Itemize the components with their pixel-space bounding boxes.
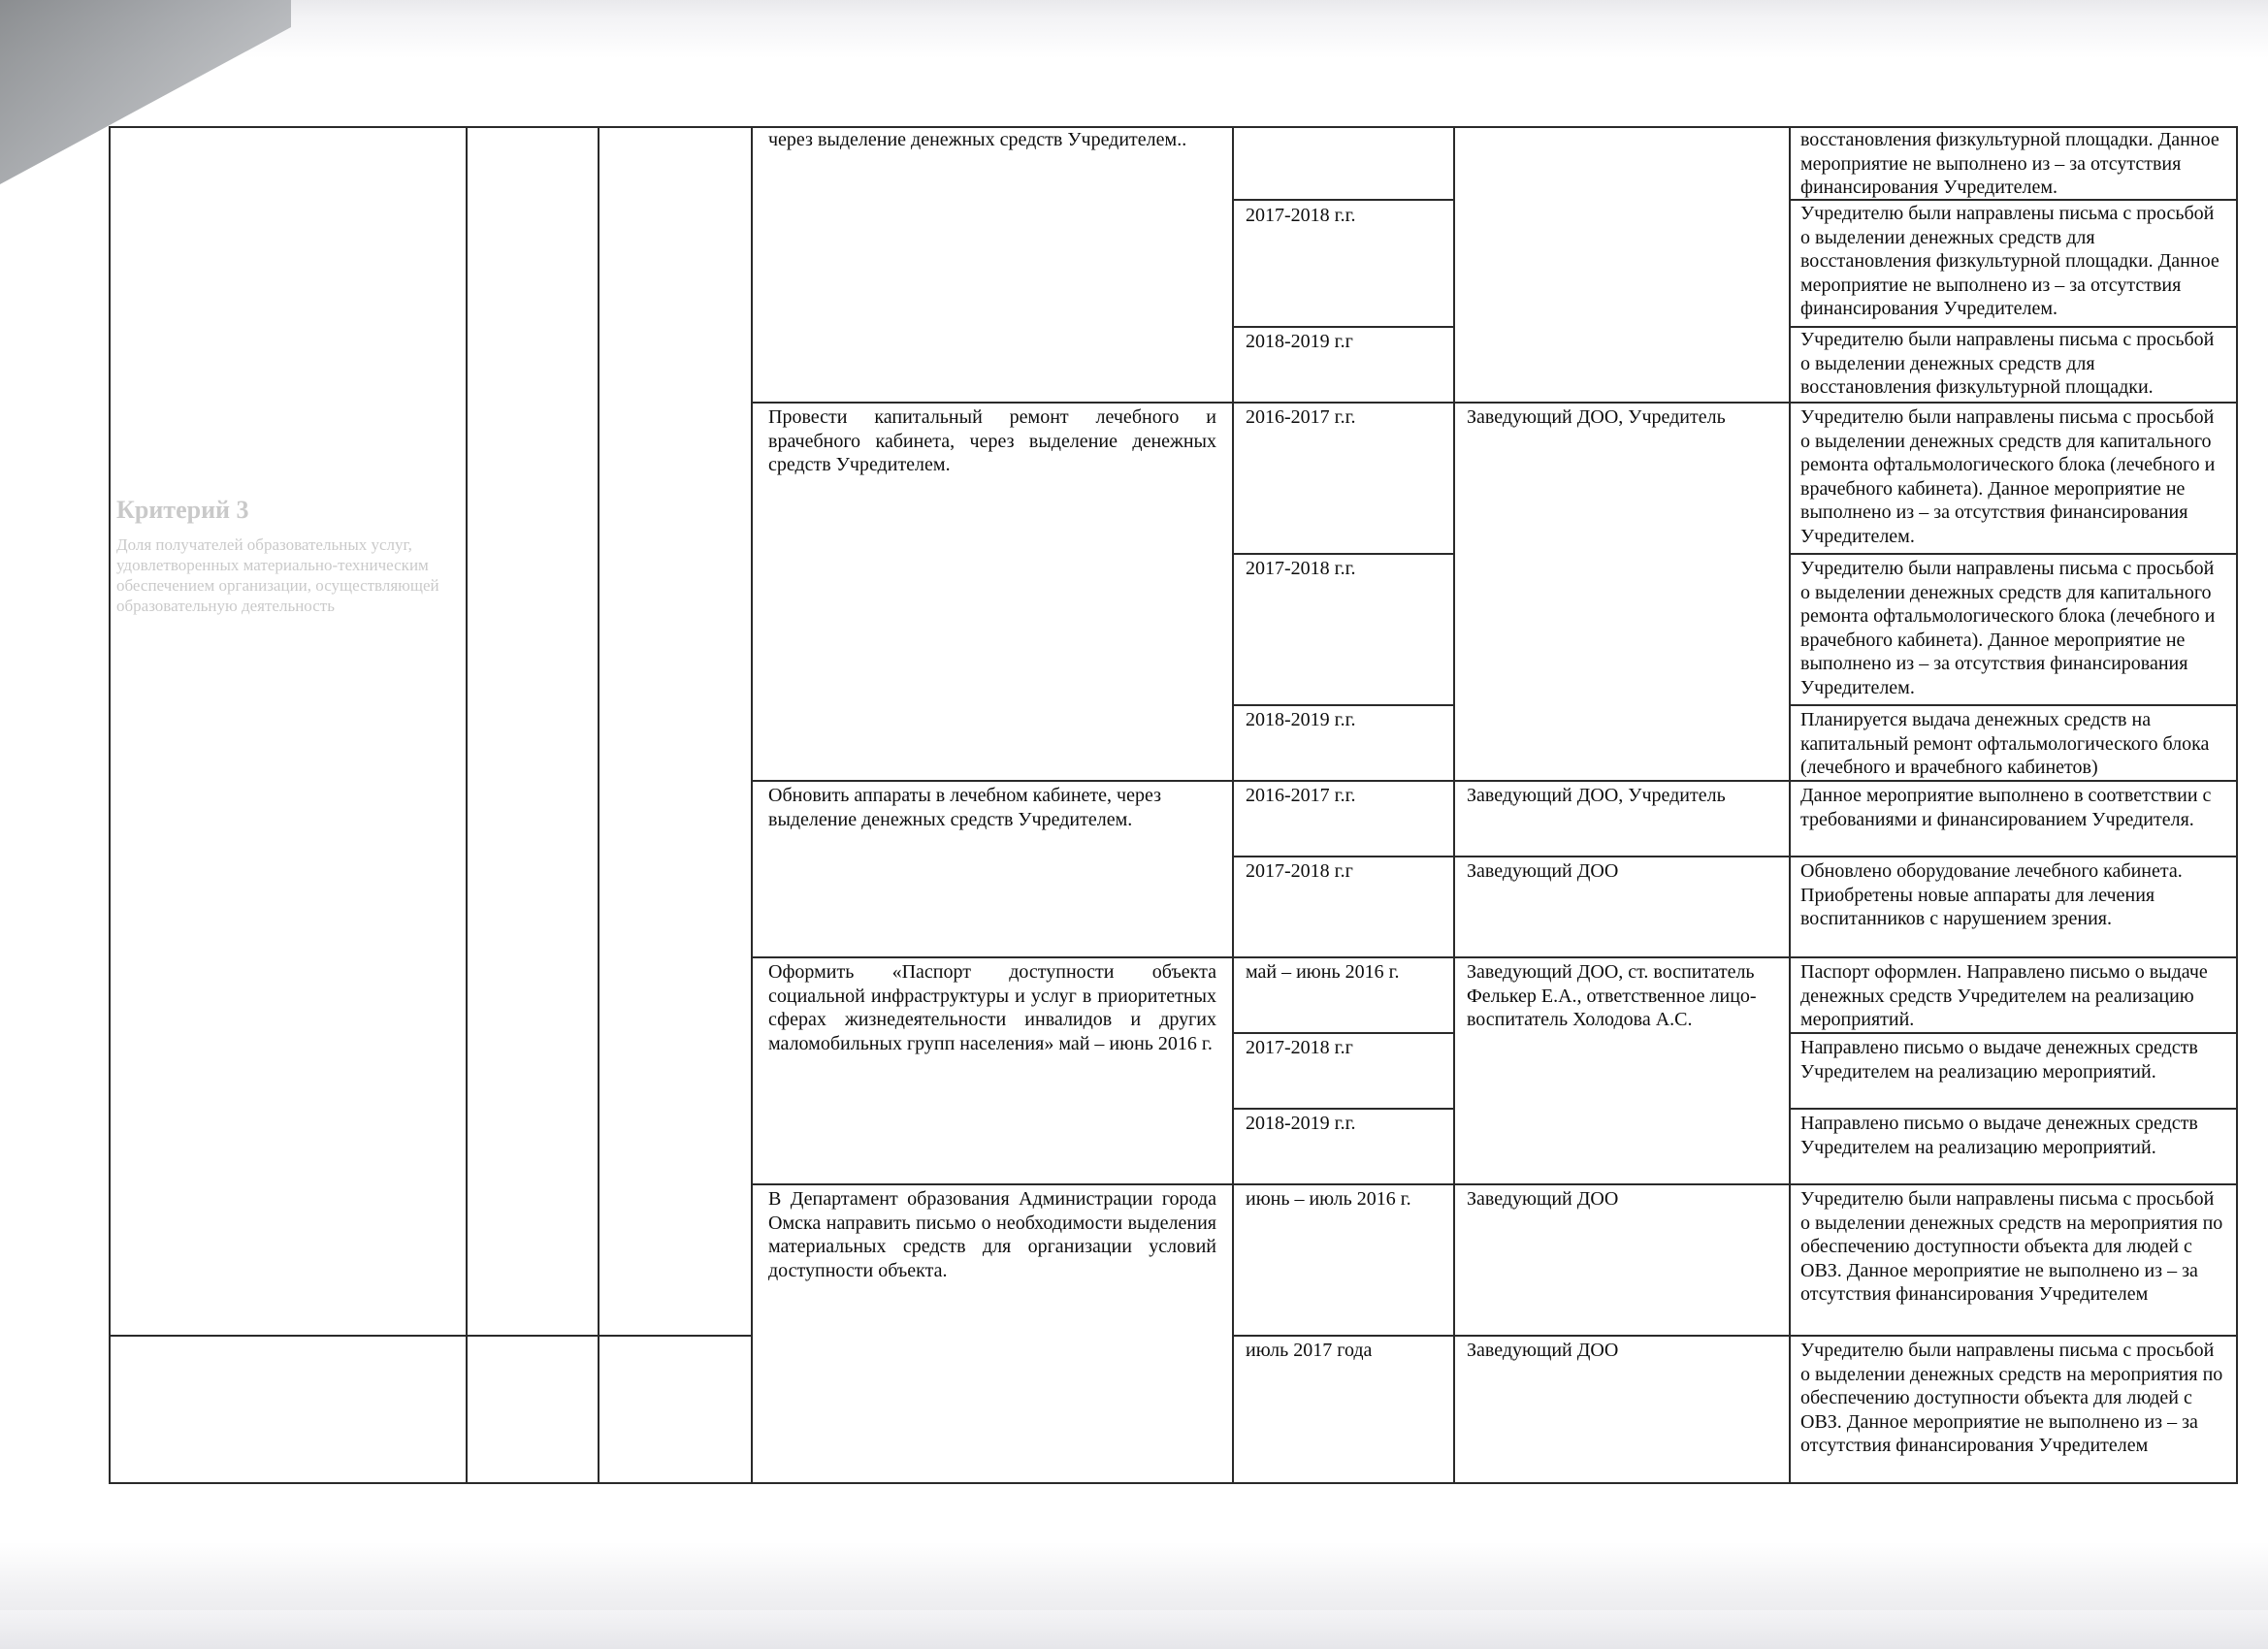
- table-cell-responsible: Заведующий ДОО, Учредитель: [1467, 406, 1726, 428]
- table-cell-period: май – июнь 2016 г.: [1246, 961, 1400, 983]
- table-cell-result: Учредителю были направлены письма с просьбой о выделении денежных средств для восстановления физкультурной площадки. Данное мероприятие не выполнено из – за отсутствия финансирования Учредителем.: [1800, 203, 2219, 319]
- bleed-body: Доля получателей образовательных услуг, удовлетворенных материально-техническим обеспечением организации, осуществляющей образовательную деятельность: [116, 534, 439, 616]
- table-cell-period: 2017-2018 г.г.: [1246, 558, 1356, 579]
- scan-bottom-strip: [0, 1610, 2268, 1649]
- table-cell-period: 2016-2017 г.г.: [1246, 785, 1356, 806]
- table-cell-result: Направлено письмо о выдаче денежных средств Учредителем на реализацию мероприятий.: [1800, 1113, 2198, 1158]
- table-cell-task: Провести капитальный ремонт лечебного и врачебного кабинета, через выделение денежных средств Учредителем.: [768, 406, 1216, 475]
- table-cell-period: 2018-2019 г.г.: [1246, 709, 1356, 730]
- grid-line: [1789, 553, 2237, 555]
- grid-line: [1789, 704, 2237, 706]
- document-table: [109, 126, 2237, 1484]
- table-cell-responsible: Заведующий ДОО, Учредитель: [1467, 785, 1726, 806]
- grid-line: [109, 1335, 751, 1337]
- grid-line: [109, 126, 111, 1484]
- grid-line: [1453, 126, 1455, 1484]
- grid-line: [1232, 1108, 1453, 1110]
- table-cell-result: Обновлено оборудование лечебного кабинета. Приобретены новые аппараты для лечения воспитанников с нарушением зрения.: [1800, 860, 2183, 929]
- table-cell-responsible: Заведующий ДОО: [1467, 860, 1619, 882]
- table-cell-task: через выделение денежных средств Учредителем..: [768, 129, 1187, 150]
- table-cell-responsible: Заведующий ДОО, ст. воспитатель Фелькер Е.А., ответственное лицо- воспитатель Холодова А.С.: [1467, 961, 1757, 1030]
- table-cell-task: Обновить аппараты в лечебном кабинете, через выделение денежных средств Учредителем.: [768, 785, 1161, 830]
- table-cell-period: 2018-2019 г.г: [1246, 331, 1353, 352]
- table-cell-result: Учредителю были направлены письма с просьбой о выделении денежных средств для капитального ремонта офтальмологического блока (лечебного и врачебного кабинета). Данное мероприятие не выполнено из – за отсутствия финансирования Учредителем.: [1800, 406, 2216, 547]
- grid-line: [1789, 1032, 2237, 1034]
- grid-line: [1232, 856, 2237, 857]
- table-cell-result: Учредителю были направлены письма с просьбой о выделении денежных средств на мероприятия по обеспечению доступности объекта для людей с ОВЗ. Данное мероприятие не выполнено из – за отсутствия финансирования Учредителем: [1800, 1340, 2223, 1456]
- table-cell-task: Оформить «Паспорт доступности объекта социальной инфраструктуры и услуг в приоритетных сферах жизнедеятельности инвалидов и других маломобильных групп населения» май – июнь 2016 г.: [768, 961, 1216, 1054]
- table-cell-period: 2017-2018 г.г: [1246, 1037, 1353, 1058]
- table-cell-result: Направлено письмо о выдаче денежных средств Учредителем на реализацию мероприятий.: [1800, 1037, 2198, 1083]
- table-cell-period: июнь – июль 2016 г.: [1246, 1188, 1411, 1210]
- grid-line: [1232, 326, 1453, 328]
- table-cell-period: 2017-2018 г.г.: [1246, 205, 1356, 226]
- grid-line: [751, 956, 2237, 958]
- grid-line: [466, 126, 468, 1484]
- grid-line: [1232, 126, 1234, 1484]
- grid-line: [109, 1482, 2237, 1484]
- grid-line: [598, 126, 599, 1484]
- grid-line: [751, 126, 753, 1484]
- grid-line: [1789, 1108, 2237, 1110]
- table-cell-result: Паспорт оформлен. Направлено письмо о выдаче денежных средств Учредителем на реализацию мероприятий.: [1800, 961, 2208, 1030]
- table-cell-task: В Департамент образования Администрации города Омска направить письмо о необходимости выделения материальных средств для организации условий доступности объекта.: [768, 1188, 1216, 1281]
- table-cell-result: Учредителю были направлены письма с просьбой о выделении денежных средств для капитального ремонта офтальмологического блока (лечебного и врачебного кабинета). Данное мероприятие не выполнено из – за отсутствия финансирования Учредителем.: [1800, 558, 2216, 698]
- grid-line: [751, 1183, 2237, 1185]
- table-cell-period: 2016-2017 г.г.: [1246, 406, 1356, 428]
- grid-line: [1789, 126, 1791, 1484]
- grid-line: [751, 780, 2237, 782]
- table-cell-result: Учредителю были направлены письма с просьбой о выделении денежных средств на мероприятия по обеспечению доступности объекта для людей с ОВЗ. Данное мероприятие не выполнено из – за отсутствия финансирования Учредителем: [1800, 1188, 2223, 1305]
- table-cell-period: 2018-2019 г.г.: [1246, 1113, 1356, 1134]
- grid-line: [2236, 126, 2238, 1484]
- grid-line: [1789, 199, 2237, 201]
- table-cell-result: Данное мероприятие выполнено в соответствии с требованиями и финансированием Учредителя.: [1800, 785, 2212, 830]
- bleed-heading: Критерий 3: [116, 496, 249, 524]
- table-cell-period: 2017-2018 г.г: [1246, 860, 1353, 882]
- table-cell-result: восстановления физкультурной площадки. Данное мероприятие не выполнено из – за отсутствия финансирования Учредителем.: [1800, 129, 2219, 198]
- grid-line: [751, 402, 2237, 404]
- grid-line: [1232, 199, 1453, 201]
- grid-line: [1232, 704, 1453, 706]
- table-cell-period: июль 2017 года: [1246, 1340, 1373, 1361]
- grid-line: [1232, 1335, 2237, 1337]
- table-cell-responsible: Заведующий ДОО: [1467, 1340, 1619, 1361]
- table-cell-result: Учредителю были направлены письма с просьбой о выделении денежных средств для восстановления физкультурной площадки.: [1800, 329, 2215, 398]
- grid-line: [1232, 553, 1453, 555]
- table-cell-result: Планируется выдача денежных средств на капитальный ремонт офтальмологического блока (лечебного и врачебного кабинетов): [1800, 709, 2210, 778]
- table-cell-responsible: Заведующий ДОО: [1467, 1188, 1619, 1210]
- grid-line: [1232, 1032, 1453, 1034]
